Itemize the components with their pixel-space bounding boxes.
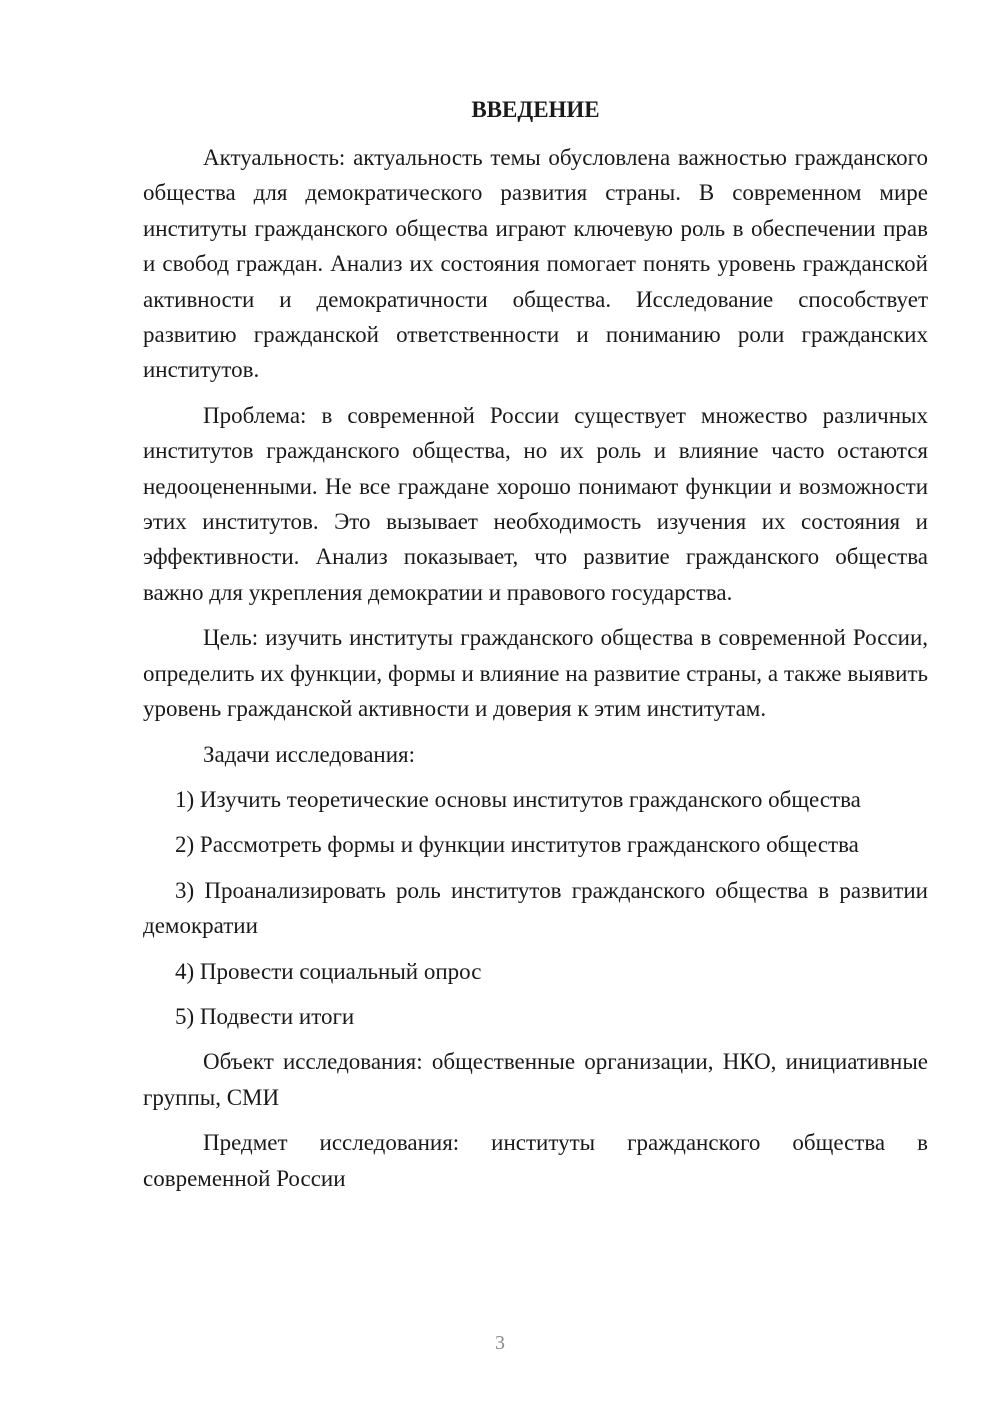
relevance-paragraph: Актуальность: актуальность темы обусловлена важностью гражданского общества для демократического развития страны. В современном мире институты гражданского общества играют ключевую роль в обеспечении прав и свобод граждан. Анализ их состояния помогает понять уровень гражданской активности и демократичности общества. Исследование способствует развитию гражданской ответственности и пониманию роли гражданских институтов.: [143, 145, 928, 383]
task-item-4: 4) Провести социальный опрос: [175, 958, 482, 984]
problem-paragraph: Проблема: в современной России существует множество различных институтов гражданского общества, но их роль и влияние часто остаются недооцененными. Не все граждане хорошо понимают функции и возможности этих институтов. Это вызывает необходимость изучения их состояния и эффективности. Анализ показывает, что развитие гражданского общества важно для укрепления демократии и правового государства.: [143, 402, 928, 605]
task-item-3: 3) Проанализировать роль институтов гражданского общества в развитии демократии: [143, 877, 928, 939]
goal-paragraph: Цель: изучить институты гражданского общества в современной России, определить их функции, формы и влияние на развитие страны, а также выявить уровень гражданской активности и доверия к этим институтам.: [143, 625, 928, 722]
task-item-2: 2) Рассмотреть формы и функции институтов гражданского общества: [175, 832, 859, 858]
task-item-1: 1) Изучить теоретические основы институтов гражданского общества: [175, 786, 861, 812]
subject-paragraph: Предмет исследования: институты гражданского общества в современной России: [143, 1130, 928, 1191]
section-heading: ВВЕДЕНИЕ: [471, 97, 600, 122]
task-item-5: 5) Подвести итоги: [175, 1003, 355, 1029]
page-number: 3: [495, 1332, 505, 1354]
tasks-title: Задачи исследования:: [203, 741, 416, 767]
object-paragraph: Объект исследования: общественные организации, НКО, инициативные группы, СМИ: [143, 1049, 928, 1110]
document-page: [143, 94, 928, 1206]
